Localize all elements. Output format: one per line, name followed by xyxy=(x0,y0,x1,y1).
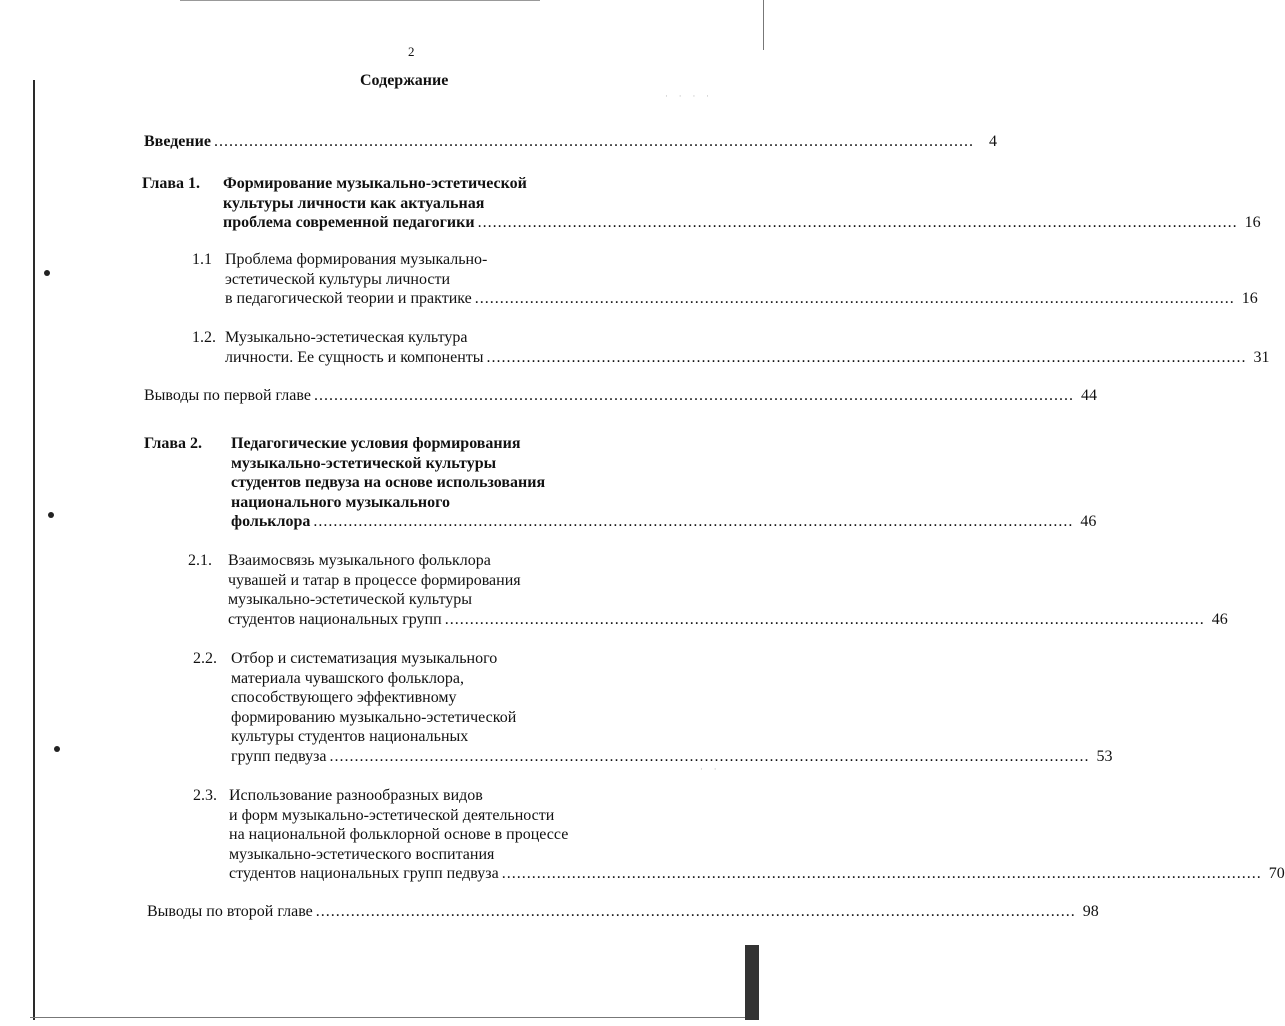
toc-chapter-1-line: Формирование музыкально-эстетической xyxy=(223,175,527,192)
toc-chapter-1-line: культуры личности как актуальная xyxy=(223,194,485,212)
scan-edge-left xyxy=(33,80,35,1020)
toc-section-2-3[interactable] xyxy=(193,786,1285,884)
toc-chapter-2-page: 46 xyxy=(1080,513,1097,530)
toc-conclusion-1-title: Выводы по первой главе xyxy=(144,387,311,404)
toc-section-number: 1.2. xyxy=(192,329,216,346)
dot-leader: ........................................................................................................................................................ xyxy=(444,610,1205,628)
toc-chapter-2-line: Педагогические условия формирования xyxy=(231,435,521,452)
toc-conclusion-2[interactable] xyxy=(147,902,1099,922)
toc-section-line: Музыкально-эстетическая культура xyxy=(225,329,468,346)
toc-section-number: 2.3. xyxy=(193,787,217,804)
dot-leader: ........................................................................................................................................................ xyxy=(486,348,1247,366)
toc-section-page: 46 xyxy=(1211,610,1228,628)
toc-intro-page: 4 xyxy=(988,133,997,150)
dot-leader: ........................................................................................................................................................ xyxy=(474,290,1235,307)
scan-edge-right xyxy=(763,0,764,50)
dot-leader: ........................................................................................................................................................ xyxy=(329,747,1090,765)
toc-section-line: эстетической культуры личности xyxy=(225,270,451,288)
toc-intro-title: Введение xyxy=(144,133,211,150)
toc-section-line: музыкально-эстетической культуры xyxy=(228,591,472,608)
toc-section-line: формированию музыкально-эстетической xyxy=(231,708,517,726)
toc-section-line: Отбор и систематизация музыкального xyxy=(231,650,498,667)
toc-section-line: Проблема формирования музыкально- xyxy=(225,251,488,268)
toc-section-line: материала чувашского фольклора, xyxy=(231,669,465,687)
toc-section-line: музыкально-эстетического воспитания xyxy=(229,845,495,863)
toc-section-page: 31 xyxy=(1253,348,1270,366)
toc-section-2-2[interactable] xyxy=(193,649,1113,766)
toc-section-line: в педагогической теории и практике xyxy=(225,290,472,307)
toc-section-line: чувашей и татар в процессе формирования xyxy=(228,571,521,589)
toc-section-1-1[interactable] xyxy=(192,250,1258,309)
scan-edge-top xyxy=(180,0,540,1)
page-title: Содержание xyxy=(360,72,449,89)
toc-chapter-2-line: музыкально-эстетической культуры xyxy=(231,454,497,472)
toc-section-number: 1.1 xyxy=(192,251,212,268)
toc-section-page: 16 xyxy=(1241,290,1258,307)
toc-conclusion-2-title: Выводы по второй главе xyxy=(147,903,313,920)
toc-section-line: групп педвуза xyxy=(231,747,327,765)
toc-chapter-1-page: 16 xyxy=(1244,214,1261,231)
dot-leader: ........................................................................................................................................................ xyxy=(313,387,1074,404)
toc-chapter-1[interactable] xyxy=(142,174,1261,233)
toc-section-page: 53 xyxy=(1096,747,1113,765)
page-number: 2 xyxy=(408,44,415,59)
toc-chapter-2-line: национального музыкального xyxy=(231,493,450,511)
toc-chapter-1-label: Глава 1. xyxy=(142,175,200,192)
toc-conclusion-2-page: 98 xyxy=(1082,903,1099,920)
toc-section-number: 2.2. xyxy=(193,650,217,667)
binder-hole-1 xyxy=(44,270,50,276)
toc-chapter-2-label: Глава 2. xyxy=(144,435,202,452)
scan-smudge xyxy=(745,945,759,1020)
scan-noise-1: · · · · xyxy=(665,92,714,102)
toc-section-1-2[interactable] xyxy=(192,328,1270,367)
toc-conclusion-1[interactable] xyxy=(144,386,1097,406)
toc-intro[interactable] xyxy=(144,132,997,152)
binder-hole-2 xyxy=(48,512,54,518)
dot-leader: ........................................................................................................................................................ xyxy=(477,214,1238,231)
toc-section-line: студентов национальных групп xyxy=(228,610,442,628)
dot-leader: ........................................................................................................................................................ xyxy=(313,513,1074,530)
toc-conclusion-1-page: 44 xyxy=(1080,387,1097,404)
toc-section-line: студентов национальных групп педвуза xyxy=(229,865,499,882)
binder-hole-3 xyxy=(54,746,60,752)
dot-leader: ........................................................................................................................................................ xyxy=(315,903,1076,920)
toc-section-line: Взаимосвязь музыкального фольклора xyxy=(228,552,491,569)
toc-chapter-2[interactable] xyxy=(144,434,1097,532)
toc-section-line: Использование разнообразных видов xyxy=(229,787,483,804)
toc-section-2-1[interactable] xyxy=(188,551,1228,629)
toc-section-line: способствующего эффективному xyxy=(231,689,457,706)
toc-chapter-1-line: проблема современной педагогики xyxy=(223,214,475,231)
dot-leader: ........................................................................................................................................................ xyxy=(501,865,1262,882)
toc-section-line: личности. Ее сущность и компоненты xyxy=(225,348,484,366)
dot-leader: ........................................................................................................................................................ xyxy=(213,133,974,150)
scan-noise-2: · · xyxy=(700,765,721,775)
toc-chapter-2-line: студентов педвуза на основе использования xyxy=(231,474,546,491)
toc-section-line: культуры студентов национальных xyxy=(231,728,469,745)
toc-section-number: 2.1. xyxy=(188,552,212,569)
toc-section-page: 70 xyxy=(1268,865,1285,882)
toc-chapter-2-line: фольклора xyxy=(231,513,311,530)
toc-section-line: и форм музыкально-эстетической деятельности xyxy=(229,806,555,824)
toc-section-line: на национальной фольклорной основе в процессе xyxy=(229,826,569,843)
scan-edge-bottom xyxy=(30,1017,750,1018)
